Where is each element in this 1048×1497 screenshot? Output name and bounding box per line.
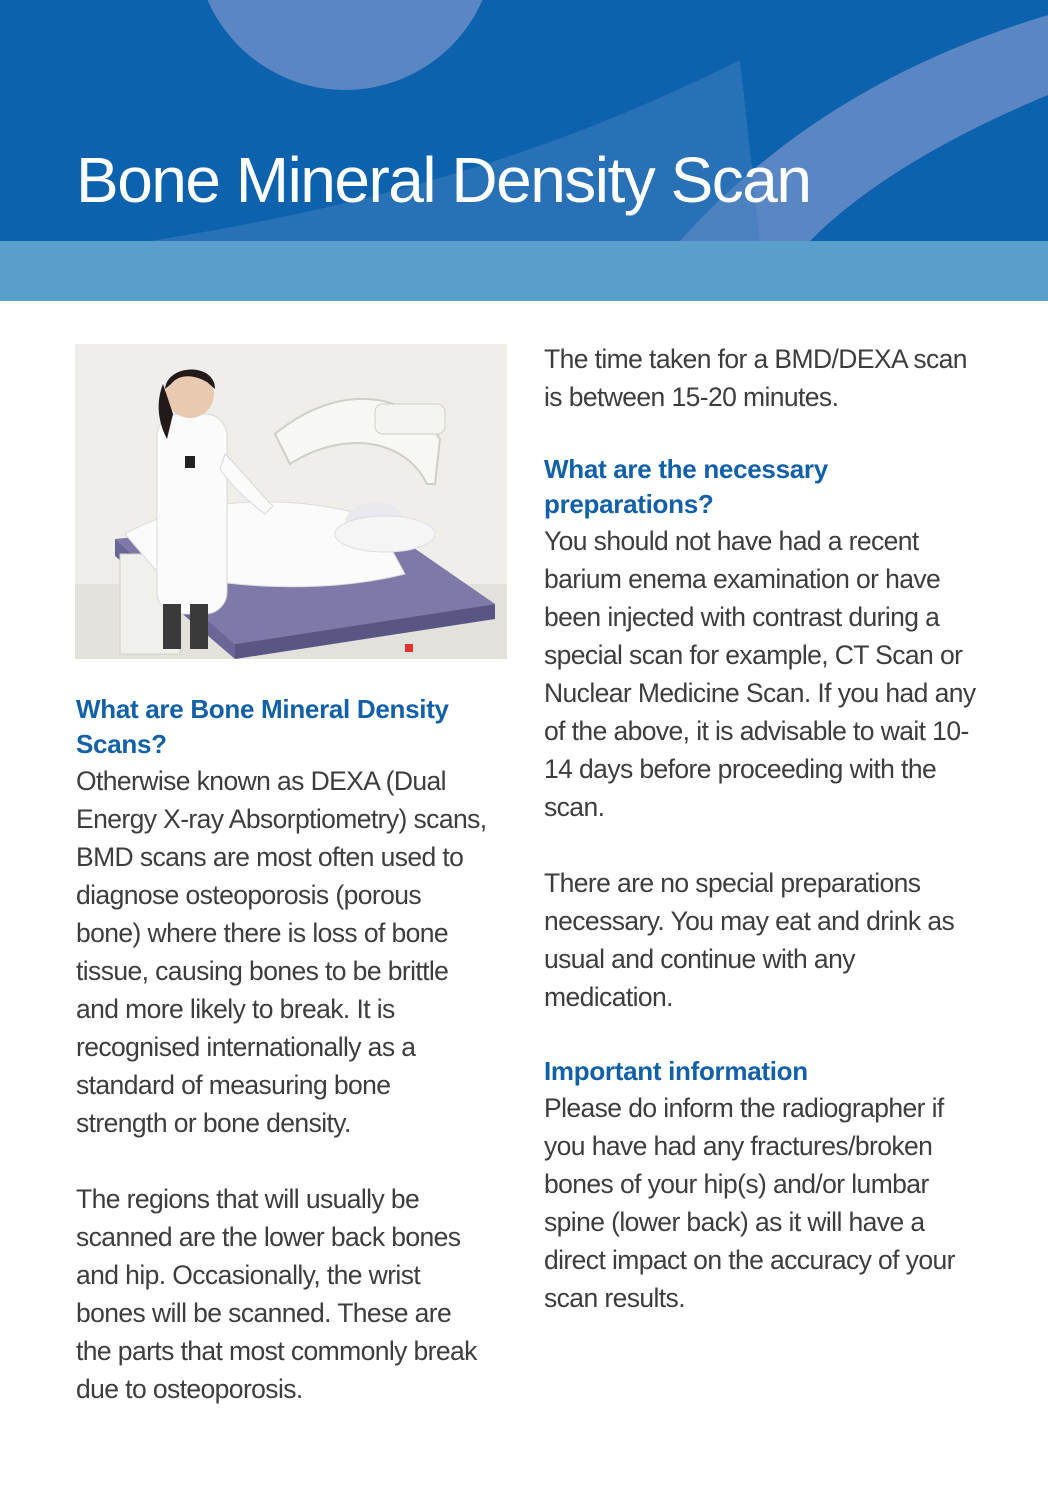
scan-duration-paragraph: The time taken for a BMD/DEXA scan is between 15-20 minutes. bbox=[544, 344, 967, 412]
bmd-scans-paragraph-2: The regions that will usually be scanned are the lower back bones and hip. Occasionally, the wrist bones will be scanned. These are the parts that most commonly break due to osteoporosis. bbox=[76, 1184, 477, 1404]
photo-of-radiographer-with-patient-icon bbox=[75, 344, 507, 659]
scan-photo bbox=[75, 344, 507, 659]
preparations-heading: What are the necessary preparations? bbox=[544, 454, 828, 519]
bmd-scans-heading: What are Bone Mineral Density Scans? bbox=[76, 694, 449, 759]
right-column bbox=[544, 340, 984, 1317]
preparations-paragraph-2: There are no special preparations necessary. You may eat and drink as usual and continue with any medication. bbox=[544, 868, 955, 1012]
important-info-paragraph: Please do inform the radiographer if you have had any fractures/broken bones of your hip(s) and/or lumbar spine (lower back) as it will have a direct impact on the accuracy of your scan results. bbox=[544, 1093, 955, 1313]
header-banner bbox=[0, 0, 1048, 241]
important-info-heading: Important information bbox=[544, 1056, 808, 1086]
bmd-scans-paragraph-1: Otherwise known as DEXA (Dual Energy X-ray Absorptiometry) scans, BMD scans are most often used to diagnose osteoporosis (porous bone) where there is loss of bone tissue, causing bones to be brittle and more likely to break. It is recognised internationally as a standard of measuring bone strength or bone density. bbox=[76, 766, 487, 1138]
preparations-paragraph-1: You should not have had a recent barium enema examination or have been injected with contrast during a special scan for example, CT Scan or Nuclear Medicine Scan. If you had any of the above, it is advisable to wait 10-14 days before proceeding with the scan. bbox=[544, 526, 976, 822]
decorative-circle bbox=[195, 0, 495, 90]
header-band bbox=[0, 241, 1048, 301]
page-title: Bone Mineral Density Scan bbox=[76, 144, 811, 216]
left-column bbox=[76, 692, 488, 1408]
